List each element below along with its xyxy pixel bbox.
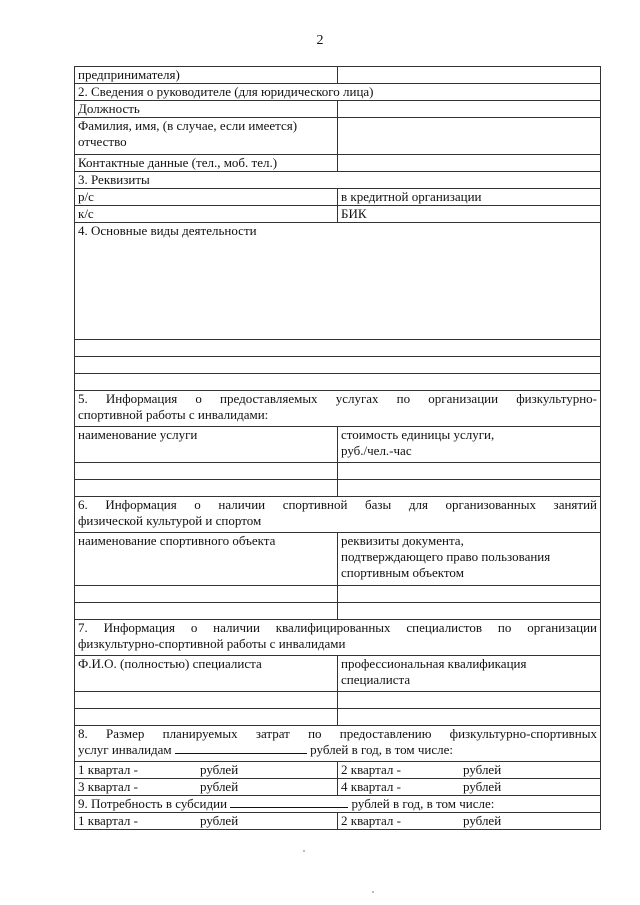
q4-label: 4 квартал - (341, 779, 401, 794)
q4-rub: рублей (463, 779, 502, 794)
section-6-title-line2: физической культурой и спортом (78, 513, 262, 528)
specialist-name-header: Ф.И.О. (полностью) специалиста (75, 656, 338, 692)
position-label: Должность (75, 101, 338, 118)
service-name-header: наименование услуги (75, 427, 338, 463)
section-4-title: 4. Основные виды деятельности (75, 223, 601, 340)
costs-q4-cell[interactable] (338, 779, 601, 796)
fullname-label (75, 118, 338, 155)
subsidy-q2-label: 2 квартал - (341, 813, 401, 828)
rs-label: р/с (75, 189, 338, 206)
q3-label: 3 квартал - (78, 779, 138, 794)
document-requisites-line1: реквизиты документа, (341, 533, 464, 548)
subsidy-q2-cell[interactable] (338, 813, 601, 830)
specialist-name-cell[interactable] (75, 709, 338, 726)
q2-label: 2 квартал - (341, 762, 401, 777)
ks-label: к/с (75, 206, 338, 223)
q1-label: 1 квартал - (78, 762, 138, 777)
section-8-title-line1: 8. Размер планируемых затрат по предоставлению физкультурно-спортивных (78, 726, 597, 741)
activity-line-3[interactable] (75, 374, 601, 391)
section-8-title (75, 726, 601, 762)
specialist-qualification-header (338, 656, 601, 692)
service-name-cell[interactable] (75, 480, 338, 497)
bik-label: БИК (338, 206, 601, 223)
costs-q1-cell[interactable] (75, 762, 338, 779)
subsidy-q1-label: 1 квартал - (78, 813, 138, 828)
contacts-value[interactable] (338, 155, 601, 172)
service-cost-cell[interactable] (338, 480, 601, 497)
section-6-title-line1: 6. Информация о наличии спортивной базы для организованных занятий (78, 497, 597, 512)
sport-object-cell[interactable] (75, 603, 338, 620)
document-requisites-cell[interactable] (338, 586, 601, 603)
sport-object-header: наименование спортивного объекта (75, 533, 338, 586)
application-form-table (74, 66, 601, 830)
subsidy-q1-rub: рублей (200, 813, 239, 828)
subsidy-q1-cell[interactable] (75, 813, 338, 830)
costs-q3-cell[interactable] (75, 779, 338, 796)
entrepreneur-tail-cell: предпринимателя) (75, 67, 338, 84)
position-value[interactable] (338, 101, 601, 118)
specialist-qualification-line1: профессиональная квалификация (341, 656, 527, 671)
document-requisites-cell[interactable] (338, 603, 601, 620)
subsidy-q2-rub: рублей (463, 813, 502, 828)
service-cost-header (338, 427, 601, 463)
entrepreneur-value-cell[interactable] (338, 67, 601, 84)
planned-costs-blank[interactable] (175, 742, 307, 754)
section-8-title-line2 (78, 742, 453, 757)
section-9-label: 9. Потребность в субсидии (78, 796, 228, 811)
section-7-title-line2: физкультурно-спортивной работы с инвалидами (78, 636, 346, 651)
specialist-qualification-cell[interactable] (338, 709, 601, 726)
sport-object-cell[interactable] (75, 586, 338, 603)
page-number: 2 (316, 33, 324, 48)
q3-rub: рублей (200, 779, 239, 794)
section-2-title: 2. Сведения о руководителе (для юридического лица) (75, 84, 601, 101)
section-8-services-label: услуг инвалидам (78, 742, 172, 757)
service-name-cell[interactable] (75, 463, 338, 480)
scan-speck (303, 850, 305, 852)
costs-q2-cell[interactable] (338, 762, 601, 779)
section-7-title (75, 620, 601, 656)
section-8-rub-per-year: рублей в год, в том числе: (310, 742, 453, 757)
section-7-title-line1: 7. Информация о наличии квалифицированных специалистов по организации (78, 620, 597, 635)
fullname-label-line2: отчество (78, 134, 127, 149)
service-cost-header-line2: руб./чел.-час (341, 443, 412, 458)
scan-speck (372, 891, 374, 893)
service-cost-cell[interactable] (338, 463, 601, 480)
contacts-label: Контактные данные (тел., моб. тел.) (75, 155, 338, 172)
section-5-title (75, 391, 601, 427)
fullname-label-line1: Фамилия, имя, (в случае, если имеется) (78, 118, 298, 133)
bank-label: в кредитной организации (338, 189, 601, 206)
section-6-title (75, 497, 601, 533)
specialist-qualification-line2: специалиста (341, 672, 411, 687)
section-9-title (75, 796, 601, 813)
document-requisites-line3: спортивным объектом (341, 565, 464, 580)
section-5-title-line1: 5. Информация о предоставляемых услугах по организации физкультурно- (78, 391, 597, 406)
activity-line-1[interactable] (75, 340, 601, 357)
section-9-rub-per-year: рублей в год, в том числе: (351, 796, 495, 811)
activity-line-2[interactable] (75, 357, 601, 374)
fullname-value[interactable] (338, 118, 601, 155)
document-requisites-line2: подтверждающего право пользования (341, 549, 551, 564)
section-3-title: 3. Реквизиты (75, 172, 601, 189)
q2-rub: рублей (463, 762, 502, 777)
subsidy-need-blank[interactable] (230, 796, 348, 808)
document-requisites-header (338, 533, 601, 586)
service-cost-header-line1: стоимость единицы услуги, (341, 427, 495, 442)
specialist-qualification-cell[interactable] (338, 692, 601, 709)
specialist-name-cell[interactable] (75, 692, 338, 709)
q1-rub: рублей (200, 762, 239, 777)
section-5-title-line2: спортивной работы с инвалидами: (78, 407, 269, 422)
